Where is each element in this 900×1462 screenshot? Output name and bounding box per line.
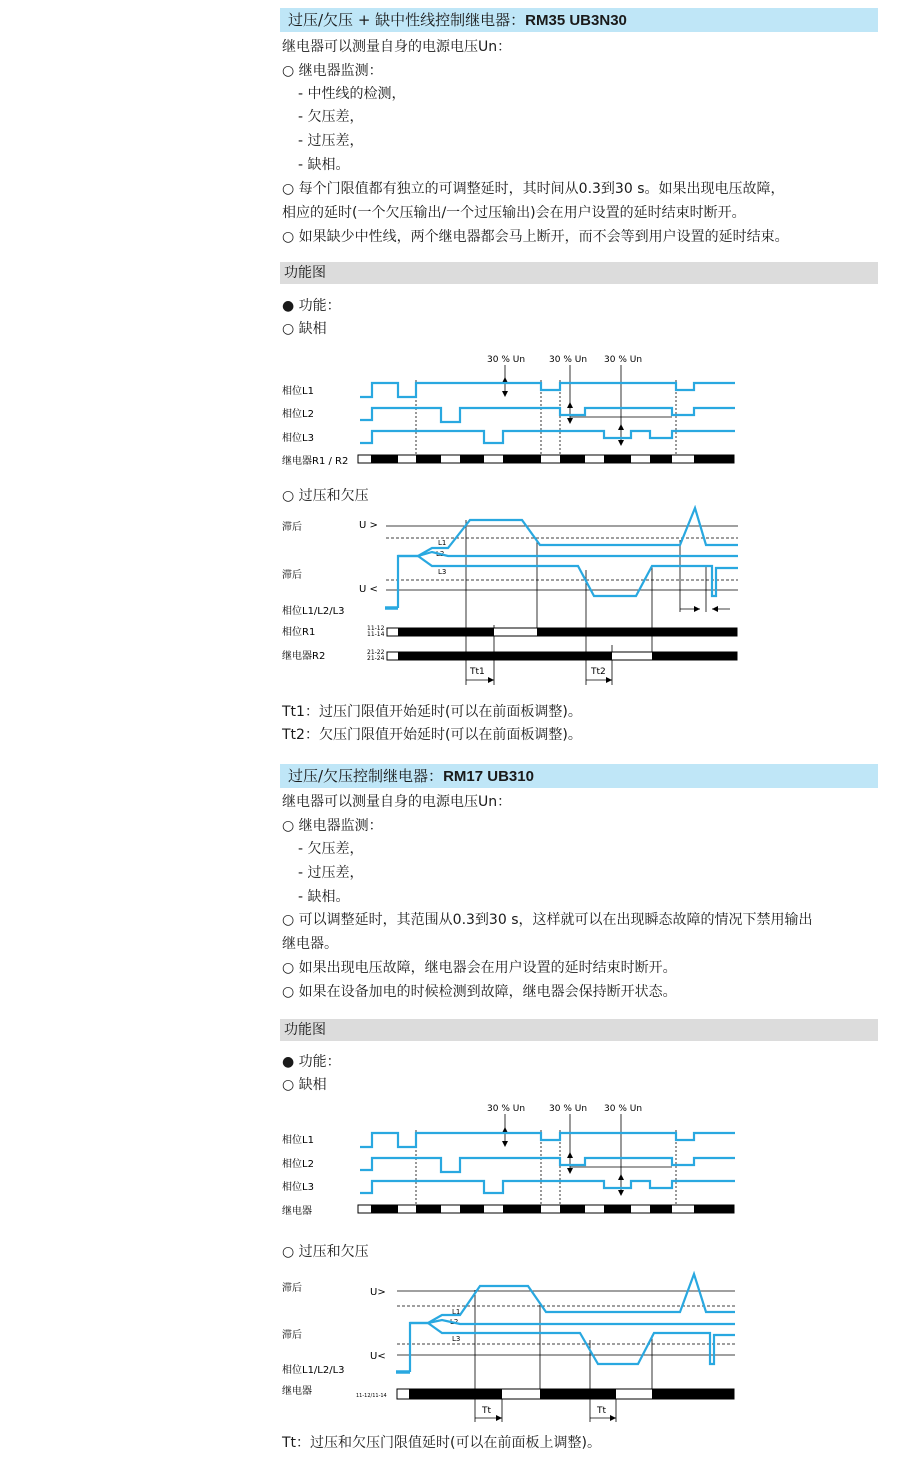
phase-all-label: 相位L1/L2/L3 [282,606,345,617]
title-prefix: 过压/欠压控制继电器： [288,767,444,785]
ovuv-timing-diagram [280,1264,750,1424]
phase-l3-label: 相位L3 [282,433,314,444]
ovuv-label: ○ 过压和欠压 [282,488,369,504]
monitor-item: - 过压差， [298,865,364,881]
paragraph: ○ 如果出现电压故障，继电器会在用户设置的延时结束时断开。 [282,960,677,976]
function-label: ● 功能： [282,298,341,314]
tt2-label: Tt2 [591,667,606,677]
monitor-item: - 缺相。 [298,157,350,173]
hysteresis-label: 滞后 [282,570,302,581]
section-title-rm35 [280,8,878,32]
function-diagram-heading: 功能图 [280,1019,878,1041]
phase-l1-label: 相位L1 [282,386,314,397]
contact-label: 11-14 [367,631,385,638]
l3-label: L3 [438,568,447,576]
tt1-label: Tt1 [470,667,485,677]
intro-text: 继电器可以测量自身的电源电压Un： [282,794,512,810]
monitor-item: - 缺相。 [298,889,350,905]
phase-l3-label: 相位L3 [282,1182,314,1193]
u-over-label: U > [359,520,378,531]
phase-l2-label: 相位L2 [282,1159,314,1170]
ovuv-label: ○ 过压和欠压 [282,1244,369,1260]
un-threshold-label: 30 % Un [604,355,643,365]
monitor-item: - 欠压差， [298,841,364,857]
phase-loss-timing-diagram [280,1098,750,1220]
monitor-heading: ○ 继电器监测： [282,63,383,79]
paragraph: 相应的延时(一个欠压输出/一个过压输出)会在用户设置的延时结束时断开。 [282,205,746,221]
relay-r2-label: 继电器R2 [282,651,326,662]
monitor-item: - 欠压差， [298,109,364,125]
monitor-item: - 中性线的检测， [298,86,406,102]
phase-l1-label: 相位L1 [282,1135,314,1146]
phase-r1-label: 相位R1 [282,627,316,638]
phase-loss-label: ○ 缺相 [282,1077,327,1093]
contact-label: 21-22 [367,649,385,656]
model-number: RM35 UB3N30 [525,12,627,29]
l2-label: L2 [436,550,445,558]
paragraph: ○ 每个门限值都有独立的可调整延时，其时间从0.3到30 s。如果出现电压故障， [282,181,785,197]
paragraph: ○ 如果缺少中性线，两个继电器都会马上断开，而不会等到用户设置的延时结束。 [282,229,789,245]
phase-all-label: 相位L1/L2/L3 [282,1365,345,1376]
paragraph: ○ 如果在设备加电的时候检测到故障，继电器会保持断开状态。 [282,984,677,1000]
hysteresis-label: 滞后 [282,522,302,533]
u-under-label: U< [370,1351,386,1362]
contact-label: 11-12/11-14 [356,1393,387,1399]
un-threshold-label: 30 % Un [487,1104,526,1114]
function-diagram-heading: 功能图 [280,262,878,284]
function-label: ● 功能： [282,1054,341,1070]
note-tt1: Tt1：过压门限值开始延时(可以在前面板调整)。 [282,704,582,720]
relay-label: 继电器 [282,1206,312,1217]
relay-r1r2-label: 继电器R1 / R2 [282,456,349,467]
phase-loss-label: ○ 缺相 [282,321,327,337]
monitor-item: - 过压差， [298,133,364,149]
relay-label: 继电器 [282,1386,312,1397]
paragraph: ○ 可以调整延时，其范围从0.3到30 s，这样就可以在出现瞬态故障的情况下禁用输出 [282,912,813,928]
relay-state-bar [358,455,734,463]
hysteresis-label: 滞后 [282,1283,302,1294]
u-under-label: U < [359,584,378,595]
contact-label: 21-24 [367,655,385,662]
u-over-label: U> [370,1287,386,1298]
l1-label: L1 [438,539,447,547]
un-threshold-label: 30 % Un [604,1104,643,1114]
title-prefix: 过压/欠压 + 缺中性线控制继电器： [288,11,526,29]
tt-label: Tt [482,1406,492,1416]
model-number: RM17 UB310 [443,768,534,785]
phase-loss-timing-diagram [280,345,750,470]
l2-label: L2 [450,1318,459,1326]
section-title-rm17 [280,764,878,788]
hysteresis-label: 滞后 [282,1330,302,1341]
ovuv-timing-diagram [280,505,750,690]
phase-l2-label: 相位L2 [282,409,314,420]
note-tt: Tt：过压和欠压门限值延时(可以在前面板上调整)。 [282,1435,601,1451]
un-threshold-label: 30 % Un [487,355,526,365]
un-threshold-label: 30 % Un [549,355,588,365]
note-tt2: Tt2：欠压门限值开始延时(可以在前面板调整)。 [282,727,582,743]
intro-text: 继电器可以测量自身的电源电压Un： [282,39,512,55]
monitor-heading: ○ 继电器监测： [282,818,383,834]
l3-label: L3 [452,1335,461,1343]
relay-state-bar [358,1205,734,1213]
l1-label: L1 [452,1308,461,1316]
contact-label: 11-12 [367,625,385,632]
tt-label: Tt [597,1406,607,1416]
paragraph: 继电器。 [282,936,338,952]
un-threshold-label: 30 % Un [549,1104,588,1114]
